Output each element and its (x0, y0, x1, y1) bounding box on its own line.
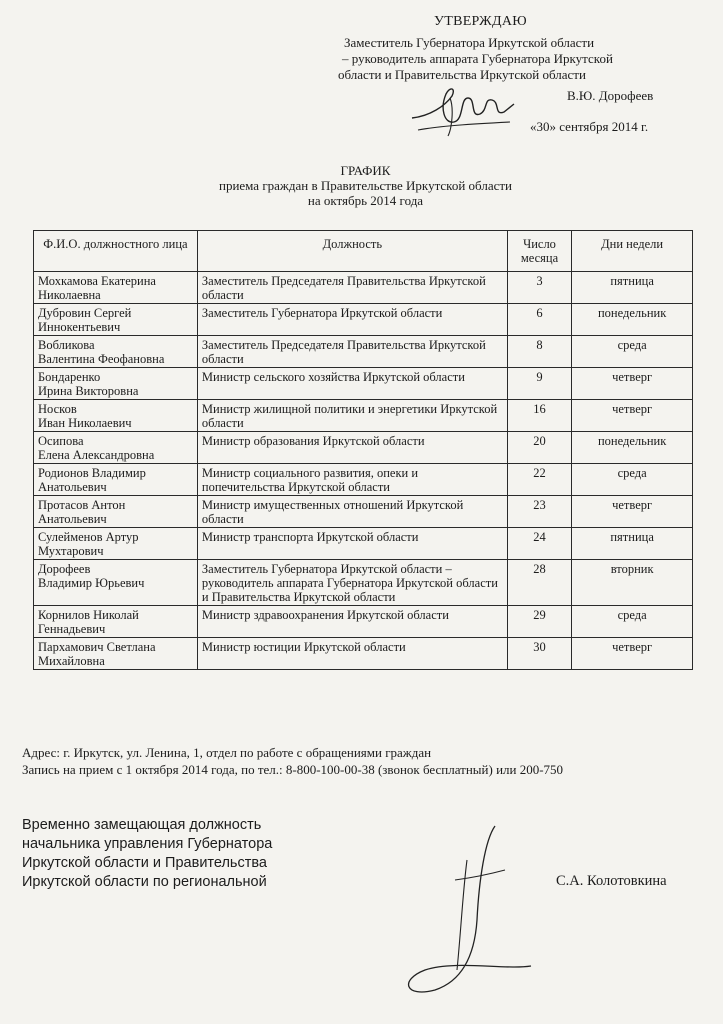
approval-line-2: – руководитель аппарата Губернатора Иркутской (342, 51, 613, 66)
cell-name (34, 272, 198, 304)
table-row (34, 432, 693, 464)
cell-day: четверг (572, 496, 693, 528)
cell-name (34, 528, 198, 560)
cell-position: Министр жилищной политики и энергетики Иркутской области (197, 400, 507, 432)
cell-position: Заместитель Председателя Правительства Иркутской области (197, 336, 507, 368)
name-line-2: Михайловна (38, 654, 105, 668)
name-line-1: Корнилов Николай (38, 608, 139, 622)
cell-day: пятница (572, 272, 693, 304)
name-line-1: Протасов Антон (38, 498, 126, 512)
title-line-3: на октябрь 2014 года (307, 193, 424, 208)
cell-day: четверг (572, 638, 693, 670)
name-line-1: Вобликова (38, 338, 95, 352)
signer-signature-icon (395, 820, 535, 1015)
cell-date: 22 (507, 464, 571, 496)
cell-day: пятница (572, 528, 693, 560)
cell-day: четверг (572, 400, 693, 432)
table-row (34, 638, 693, 670)
contact-booking: Запись на прием с 1 октября 2014 года, по тел.: 8-800-100-00-38 (звонок бесплатный) или 200-750 (22, 762, 564, 777)
name-line-1: Бондаренко (38, 370, 101, 384)
cell-position: Заместитель Губернатора Иркутской области (197, 304, 507, 336)
cell-date: 20 (507, 432, 571, 464)
title-line-1: ГРАФИК (340, 163, 391, 178)
footer-block (22, 816, 272, 892)
name-line-1: Дубровин Сергей (38, 306, 132, 320)
cell-day: вторник (572, 560, 693, 606)
table-row (34, 400, 693, 432)
header-day: Дни недели (572, 231, 693, 272)
name-line-1: Пархамович Светлана (38, 640, 156, 654)
cell-date: 29 (507, 606, 571, 638)
approver-signature-icon (410, 78, 520, 138)
header-position: Должность (197, 231, 507, 272)
cell-date: 16 (507, 400, 571, 432)
cell-date: 3 (507, 272, 571, 304)
cell-position: Заместитель Губернатора Иркутской области – руководитель аппарата Губернатора Иркутской области и Правительства Иркутской области (197, 560, 507, 606)
table-header-row (34, 231, 693, 272)
cell-day: четверг (572, 368, 693, 400)
approval-line-1: Заместитель Губернатора Иркутской области (344, 35, 595, 50)
approval-heading: УТВЕРЖДАЮ (434, 14, 527, 29)
name-line-1: Осипова (38, 434, 84, 448)
cell-name (34, 606, 198, 638)
cell-position: Министр юстиции Иркутской области (197, 638, 507, 670)
cell-position: Министр здравоохранения Иркутской области (197, 606, 507, 638)
cell-date: 8 (507, 336, 571, 368)
cell-date: 24 (507, 528, 571, 560)
cell-name (34, 464, 198, 496)
table-row (34, 606, 693, 638)
footer-line-2: начальника управления Губернатора (22, 836, 273, 852)
cell-name (34, 496, 198, 528)
cell-position: Заместитель Председателя Правительства Иркутской области (197, 272, 507, 304)
table-row (34, 464, 693, 496)
table-row (34, 336, 693, 368)
schedule-table (33, 230, 693, 670)
name-line-1: Родионов Владимир (38, 466, 146, 480)
table-row (34, 368, 693, 400)
table-row (34, 496, 693, 528)
cell-position: Министр транспорта Иркутской области (197, 528, 507, 560)
name-line-2: Ирина Викторовна (38, 384, 139, 398)
cell-name (34, 560, 198, 606)
name-line-2: Иван Николаевич (38, 416, 132, 430)
table-row (34, 528, 693, 560)
cell-date: 6 (507, 304, 571, 336)
name-line-1: Сулейменов Артур (38, 530, 139, 544)
cell-name (34, 368, 198, 400)
cell-position: Министр сельского хозяйства Иркутской области (197, 368, 507, 400)
cell-name (34, 432, 198, 464)
cell-position: Министр имущественных отношений Иркутской области (197, 496, 507, 528)
name-line-2: Валентина Феофановна (38, 352, 165, 366)
cell-date: 9 (507, 368, 571, 400)
cell-date: 30 (507, 638, 571, 670)
name-line-1: Дорофеев (38, 562, 91, 576)
name-line-2: Николаевна (38, 288, 101, 302)
signer-name: С.А. Колотовкина (556, 873, 667, 889)
name-line-2: Владимир Юрьевич (38, 576, 145, 590)
cell-day: среда (572, 606, 693, 638)
name-line-2: Елена Александровна (38, 448, 155, 462)
table-row (34, 272, 693, 304)
approval-date: «30» сентября 2014 г. (530, 119, 649, 134)
cell-name (34, 638, 198, 670)
name-line-2: Иннокентьевич (38, 320, 121, 334)
table-row (34, 560, 693, 606)
footer-line-3: Иркутской области и Правительства (22, 855, 267, 871)
cell-day: понедельник (572, 432, 693, 464)
contact-address: Адрес: г. Иркутск, ул. Ленина, 1, отдел по работе с обращениями граждан (22, 745, 432, 760)
name-line-2: Геннадьевич (38, 622, 106, 636)
cell-name (34, 400, 198, 432)
title-line-2: приема граждан в Правительстве Иркутской области (218, 178, 512, 193)
table-row (34, 304, 693, 336)
approval-line-3: области и Правительства Иркутской области (338, 67, 586, 82)
cell-date: 28 (507, 560, 571, 606)
name-line-2: Мухтарович (38, 544, 104, 558)
name-line-1: Мохкамова Екатерина (38, 274, 156, 288)
cell-position: Министр социального развития, опеки и попечительства Иркутской области (197, 464, 507, 496)
cell-day: среда (572, 336, 693, 368)
approver-name: В.Ю. Дорофеев (567, 88, 654, 103)
cell-position: Министр образования Иркутской области (197, 432, 507, 464)
contact-block (22, 744, 563, 778)
cell-day: среда (572, 464, 693, 496)
header-date: Число месяца (507, 231, 571, 272)
header-name: Ф.И.О. должностного лица (34, 231, 198, 272)
cell-day: понедельник (572, 304, 693, 336)
document-title (0, 163, 723, 208)
cell-date: 23 (507, 496, 571, 528)
cell-name (34, 304, 198, 336)
footer-line-4: Иркутской области по региональной (22, 874, 267, 890)
name-line-2: Анатольевич (38, 512, 107, 526)
name-line-2: Анатольевич (38, 480, 107, 494)
name-line-1: Носков (38, 402, 77, 416)
cell-name (34, 336, 198, 368)
footer-line-1: Временно замещающая должность (22, 817, 262, 833)
